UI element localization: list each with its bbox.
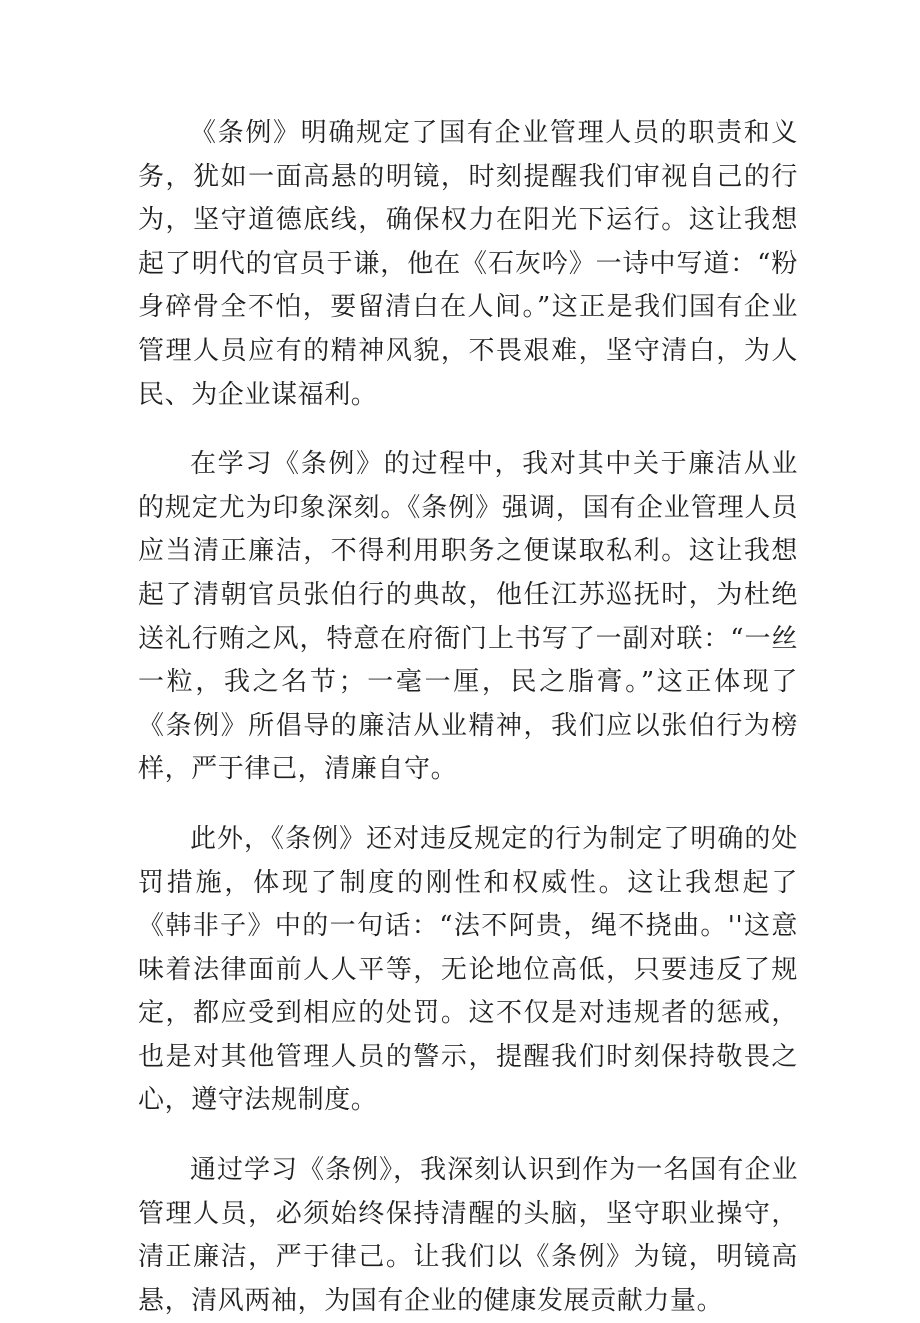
document-body bbox=[138, 112, 798, 1323]
paragraph-3: 此外，《条例》还对违反规定的行为制定了明确的处罚措施，体现了制度的刚性和权威性。这让我想起了《韩非子》中的一句话：“法不阿贵，绳不挠曲。''这意味着法律面前人人平等，无论地位高低，只要违反了规定，都应受到相应的处罚。这不仅是对违规者的惩戒，也是对其他管理人员的警示，提醒我们时刻保持敬畏之心，遵守法规制度。 bbox=[138, 823, 798, 1116]
paragraph-1: 《条例》明确规定了国有企业管理人员的职责和义务，犹如一面高悬的明镜，时刻提醒我们审视自己的行为，坚守道德底线，确保权力在阳光下运行。这让我想起了明代的官员于谦，他在《石灰吟》一诗中写道：“粉身碎骨全不怕，要留清白在人间。”这正是我们国有企业管理人员应有的精神风貌，不畏艰难，坚守清白，为人民、为企业谋福利。 bbox=[138, 118, 798, 410]
paragraph-2: 在学习《条例》的过程中，我对其中关于廉洁从业的规定尤为印象深刻。《条例》强调，国有企业管理人员应当清正廉洁，不得利用职务之便谋取私利。这让我想起了清朝官员张伯行的典故，他任江苏巡抚时，为杜绝送礼行贿之风，特意在府衙门上书写了一副对联：“一丝一粒，我之名节；一毫一厘，民之脂膏。”这正体现了《条例》所倡导的廉洁从业精神，我们应以张伯行为榜样，严于律己，清廉自守。 bbox=[138, 449, 798, 785]
paragraph-4: 通过学习《条例》，我深刻认识到作为一名国有企业管理人员，必须始终保持清醒的头脑，坚守职业操守，清正廉洁，严于律己。让我们以《条例》为镜，明镜高悬，清风两袖，为国有企业的健康发展贡献力量。 bbox=[138, 1155, 798, 1316]
